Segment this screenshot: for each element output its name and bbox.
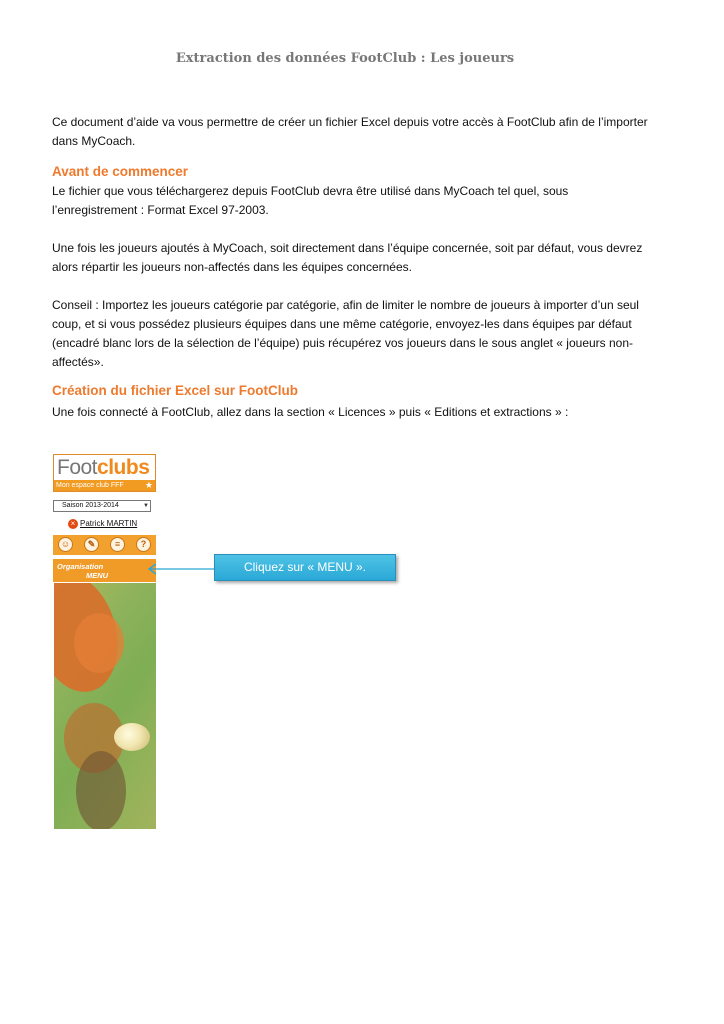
help-icon[interactable]: ? (136, 537, 151, 552)
user-name-link[interactable]: Patrick MARTIN (80, 519, 138, 528)
logo-tagline: Mon espace club FFF (56, 482, 124, 489)
section-heading-before-start: Avant de commencer (52, 164, 189, 179)
chevron-down-icon: ▼ (143, 503, 149, 509)
format-paragraph: Le fichier que vous téléchargerez depuis FootClub devra être utilisé dans MyCoach tel quel, sous l’enregistrement : Format Excel 97-2003. (52, 184, 569, 217)
close-icon[interactable]: × (68, 519, 78, 529)
season-select-value: Saison 2013-2014 (62, 502, 119, 509)
logo-word-clubs: clubs (97, 456, 150, 479)
star-icon: ★ (144, 480, 153, 490)
edit-icon[interactable]: ✎ (84, 537, 99, 552)
menu-label-line1: Organisation (57, 562, 104, 571)
document-icon[interactable]: ≡ (110, 537, 125, 552)
logo-word-foot: Foot (57, 456, 98, 479)
intro-paragraph: Ce document d’aide va vous permettre de créer un fichier Excel depuis votre accès à FootClub afin de l’importer dans MyCoach. (52, 115, 648, 148)
callout-click-menu: Cliquez sur « MENU ». (214, 554, 396, 581)
assignment-paragraph: Une fois les joueurs ajoutés à MyCoach, soit directement dans l’équipe concernée, soit par défaut, vous devrez alors répartir les joueurs non-affectés dans les équipes concernées. (52, 241, 643, 274)
advice-paragraph: Conseil : Importez les joueurs catégorie par catégorie, afin de limiter le nombre de joueurs à importer d’un seul coup, et si vous possédez plusieurs équipes dans une même catégorie, envoyez-les dans équipes par défaut (encadré blanc lors de la sélection de l’équipe) puis récupérez vos joueurs dans le sous anglet « joueurs non-affectés». (52, 298, 639, 369)
section-heading-excel-creation: Création du fichier Excel sur FootClub (52, 383, 299, 398)
menu-label-line2: MENU (86, 571, 109, 580)
users-icon[interactable]: ☺ (58, 537, 73, 552)
document-title: Extraction des données FootClub : Les joueurs (175, 51, 515, 66)
navigation-paragraph: Une fois connecté à FootClub, allez dans la section « Licences » puis « Editions et extractions » : (52, 405, 569, 419)
